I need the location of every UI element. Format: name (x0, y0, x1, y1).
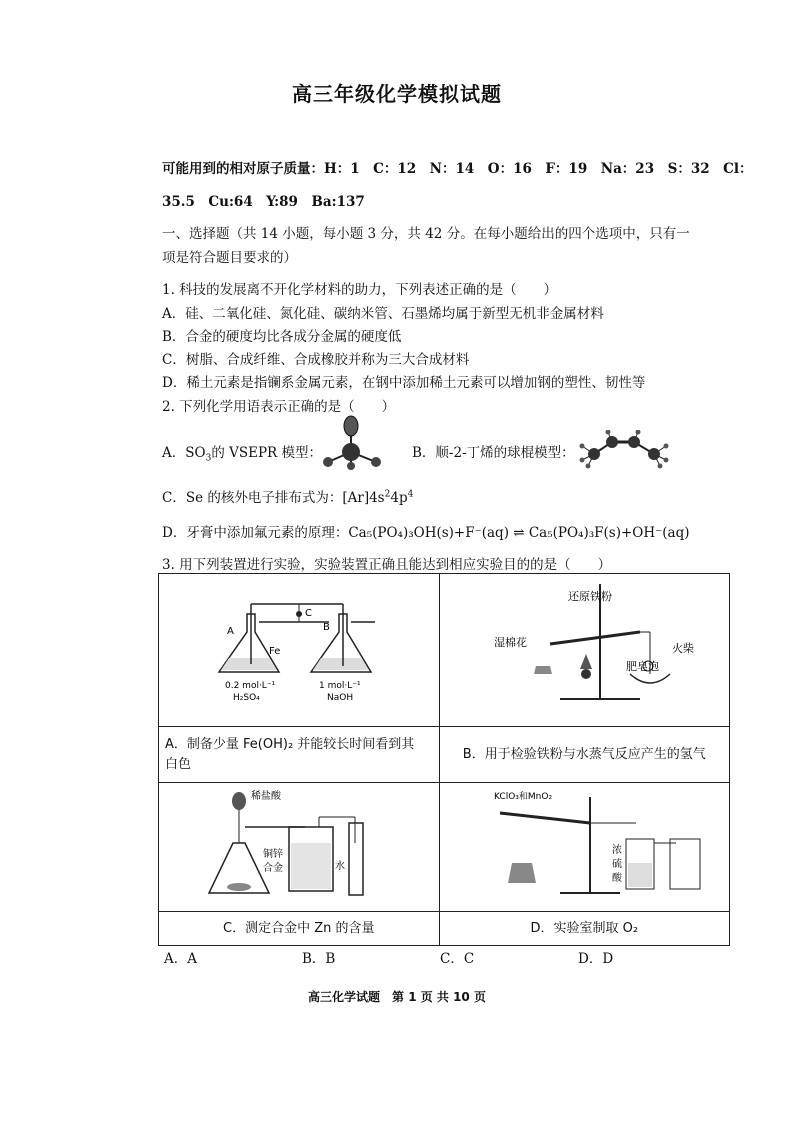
svg-text:湿棉花: 湿棉花 (493, 636, 527, 649)
figure-b-apparatus (440, 574, 728, 722)
svg-text:稀盐酸: 稀盐酸 (251, 791, 281, 802)
q1-option-c: C．树脂、合成纤维、合成橡胶并称为三大合成材料 (162, 352, 470, 368)
q3-option-b: B．B (302, 951, 336, 967)
svg-text:硫: 硫 (611, 859, 622, 870)
svg-text:火柴: 火柴 (671, 642, 694, 655)
atomic-mass-line2: 35.5 Cu:64 Y:89 Ba:137 (162, 194, 365, 210)
q2-option-a: A．$SO_3$的 VSEPR 模型： (162, 445, 322, 464)
q3-apparatus-table (158, 573, 730, 946)
svg-text:KClO₃和MnO₂: KClO₃和MnO₂ (493, 792, 552, 802)
figure-c-cell (159, 783, 440, 912)
figure-d-cell (439, 783, 730, 912)
svg-text:1 mol·L⁻¹: 1 mol·L⁻¹ (319, 681, 361, 691)
svg-text:浓: 浓 (611, 845, 622, 856)
q3-option-d: D．D (578, 951, 614, 967)
caption-d: D．实验室制取 O₂ (439, 912, 730, 946)
caption-c: C．测定合金中 Zn 的含量 (159, 912, 440, 946)
page-title: 高三年级化学模拟试题 (292, 82, 502, 106)
caption-a: A．制备少量 Fe(OH)₂ 并能较长时间看到其 白色 (159, 727, 440, 783)
q1-option-d: D．稀土元素是指镧系金属元素，在钢中添加稀土元素可以增加钢的塑性、韧性等 (162, 375, 646, 391)
svg-text:合金: 合金 (263, 863, 283, 874)
svg-text:酸: 酸 (611, 873, 622, 884)
so3-vsepr-model (318, 414, 384, 472)
q2-option-c: C．Se 的核外电子排布式为：$[Ar]4s^24p^4$ (162, 489, 414, 506)
svg-text:B: B (323, 622, 330, 633)
page-footer: 高三化学试题 第 1 页 共 10 页 (308, 990, 486, 1004)
q1-option-b: B．合金的硬度均比各成分金属的硬度低 (162, 329, 402, 345)
svg-text:0.2 mol·L⁻¹: 0.2 mol·L⁻¹ (225, 681, 276, 691)
svg-text:H₂SO₄: H₂SO₄ (233, 693, 260, 703)
svg-text:肥皂泡: 肥皂泡 (625, 660, 659, 673)
section-heading-line1: 一、选择题（共 14 小题，每小题 3 分，共 42 分。在每小题给出的四个选项中，只有一 (162, 226, 690, 242)
q1-option-a: A．硅、二氧化硅、氮化硅、碳纳米管、石墨烯均属于新型无机非金属材料 (162, 306, 604, 322)
q2-option-d: D．牙膏中添加氟元素的原理：Ca₅(PO₄)₃OH(s)+F⁻(aq) ⇌ Ca₅(PO₄)₃F(s)+OH⁻(aq) (162, 525, 690, 541)
q1-stem: 1. 科技的发展离不开化学材料的助力，下列表述正确的是（ ） (162, 282, 558, 298)
svg-text:还原铁粉: 还原铁粉 (567, 590, 612, 603)
section-heading-line2: 项是符合题目要求的） (162, 250, 297, 266)
svg-text:水: 水 (335, 861, 345, 872)
q3-option-a: A．A (164, 951, 197, 967)
q2-option-b: B．顺-2-丁烯的球棍模型： (412, 445, 575, 461)
figure-a-cell (159, 574, 440, 727)
q3-option-c: C．C (440, 951, 475, 967)
cis-2-butene-model (578, 430, 670, 470)
q2-stem: 2. 下列化学用语表示正确的是（ ） (162, 399, 396, 415)
atomic-mass-line1: 可能用到的相对原子质量：H：1 C：12 N：14 O：16 F：19 Na：23 S：32 Cl： (162, 161, 753, 177)
figure-a-apparatus (159, 574, 437, 722)
q3-stem: 3. 用下列装置进行实验，实验装置正确且能达到相应实验目的的是（ ） (162, 557, 612, 573)
figure-c-apparatus (159, 783, 437, 907)
svg-text:Fe: Fe (269, 646, 281, 657)
svg-text:铜锌: 铜锌 (263, 849, 283, 860)
figure-b-cell (439, 574, 730, 727)
svg-text:A: A (227, 626, 234, 637)
svg-text:NaOH: NaOH (327, 693, 354, 703)
svg-text:C: C (305, 608, 312, 619)
figure-d-apparatus (440, 783, 728, 907)
caption-b: B．用于检验铁粉与水蒸气反应产生的氢气 (439, 727, 730, 783)
